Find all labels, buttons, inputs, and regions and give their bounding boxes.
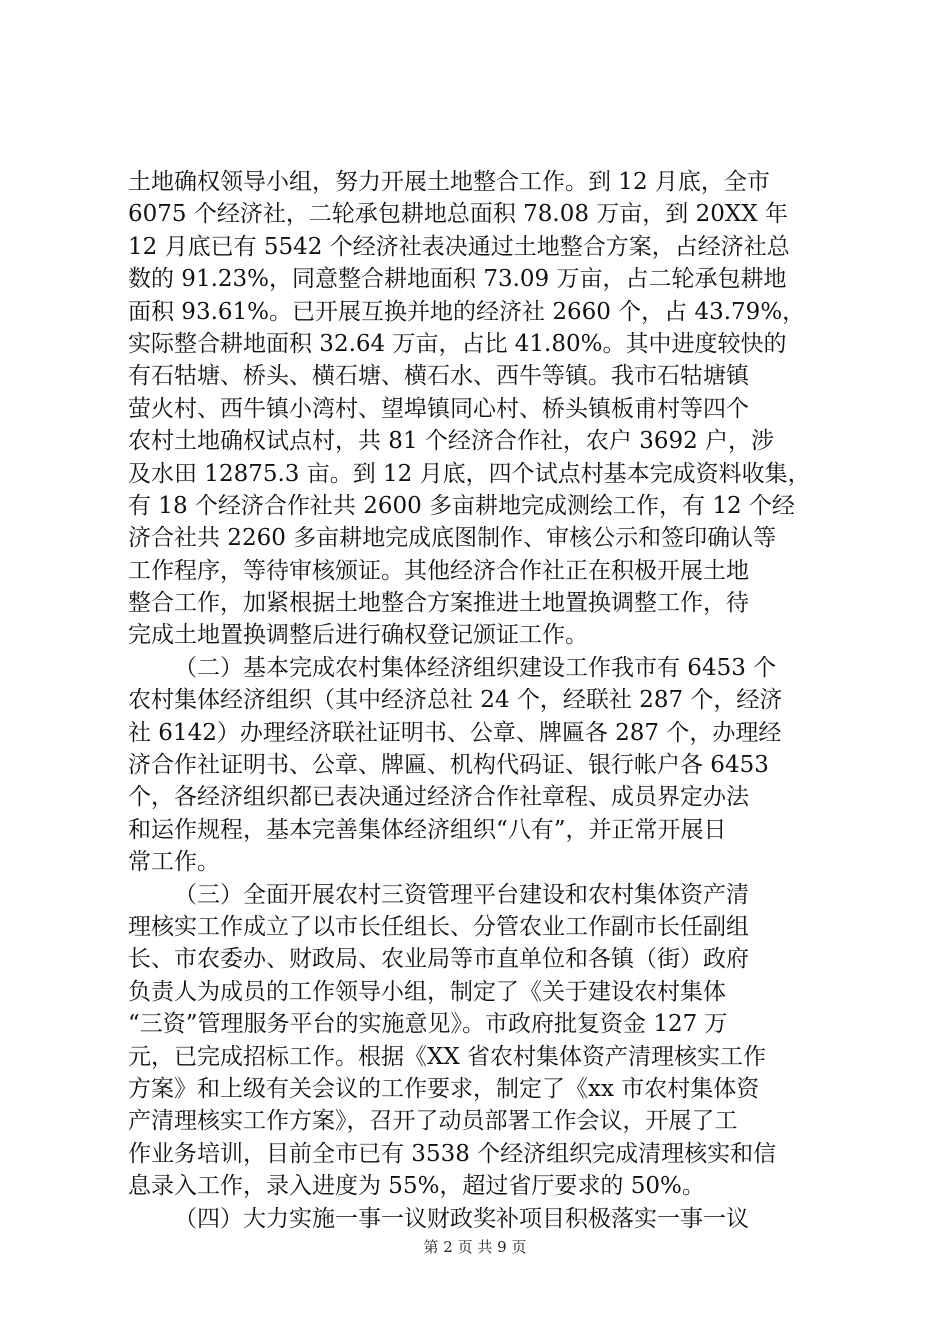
text-line: 长、市农委办、财政局、农业局等市直单位和各镇（街）政府 bbox=[128, 946, 749, 973]
text-line: 12 月底已有 5542 个经济社表决通过土地整合方案，占经济社总 bbox=[128, 233, 790, 260]
text-line: 元，已完成招标工作。根据《XX 省农村集体资产清理核实工作 bbox=[128, 1043, 767, 1070]
text-line: （四）大力实施一事一议财政奖补项目积极落实一事一议 bbox=[174, 1205, 749, 1232]
text-line: 负责人为成员的工作领导小组，制定了《关于建设农村集体 bbox=[128, 978, 726, 1005]
text-line: 土地确权领导小组，努力开展土地整合工作。到 12 月底，全市 bbox=[128, 169, 770, 195]
text-line: 整合工作，加紧根据土地整合方案推进土地置换调整工作，待 bbox=[128, 590, 749, 617]
text-line: 和运作规程，基本完善集体经济组织“八有”，并正常开展日 bbox=[128, 816, 727, 843]
text-line: 及水田 12875.3 亩。到 12 月底，四个试点村基本完成资料收集， bbox=[128, 460, 811, 487]
text-line: 面积 93.61%。已开展互换并地的经济社 2660 个，占 43.79%， bbox=[128, 298, 806, 325]
text-line: 农村集体经济组织（其中经济总社 24 个，经联社 287 个，经济 bbox=[128, 687, 783, 714]
text-line: 有石牯塘、桥头、横石塘、横石水、西牛等镇。我市石牯塘镇 bbox=[128, 363, 749, 390]
text-line: 数的 91.23%，同意整合耕地面积 73.09 万亩，占二轮承包耕地 bbox=[128, 266, 787, 293]
text-line: 常工作。 bbox=[128, 849, 220, 876]
text-line: 理核实工作成立了以市长任组长、分管农业工作副市长任副组 bbox=[128, 913, 749, 940]
text-line: 产清理核实工作方案》，召开了动员部署工作会议，开展了工 bbox=[128, 1108, 738, 1135]
text-line: 萤火村、西牛镇小湾村、望埠镇同心村、桥头镇板甫村等四个 bbox=[128, 395, 749, 422]
text-line: 6075 个经济社，二轮承包耕地总面积 78.08 万亩，到 20XX 年 bbox=[128, 201, 788, 228]
text-line: 方案》和上级有关会议的工作要求，制定了《xx 市农村集体资 bbox=[128, 1075, 760, 1102]
text-line: 完成土地置换调整后进行确权登记颁证工作。 bbox=[128, 622, 588, 649]
page-number-footer: 第 2 页 共 9 页 bbox=[423, 1238, 527, 1256]
text-line: （三）全面开展农村三资管理平台建设和农村集体资产清 bbox=[174, 881, 749, 908]
text-line: 实际整合耕地面积 32.64 万亩，占比 41.80%。其中进度较快的 bbox=[128, 330, 787, 357]
text-line: 工作程序，等待审核颁证。其他经济合作社正在积极开展土地 bbox=[128, 557, 749, 584]
text-line: 济合社共 2260 多亩耕地完成底图制作、审核公示和签印确认等 bbox=[128, 525, 777, 552]
text-line: 个，各经济组织都已表决通过经济合作社章程、成员界定办法 bbox=[128, 784, 749, 811]
body-text bbox=[128, 166, 868, 1235]
text-line: 社 6142）办理经济联社证明书、公章、牌匾各 287 个，办理经 bbox=[128, 719, 782, 746]
text-line: 农村土地确权试点村，共 81 个经济合作社，农户 3692 户，涉 bbox=[128, 428, 775, 455]
text-line: 息录入工作，录入进度为 55%，超过省厅要求的 50%。 bbox=[128, 1173, 705, 1200]
text-line: 有 18 个经济合作社共 2600 多亩耕地完成测绘工作，有 12 个经 bbox=[128, 492, 795, 519]
text-line: 济合作社证明书、公章、牌匾、机构代码证、银行帐户各 6453 bbox=[128, 752, 769, 779]
text-line: 作业务培训，目前全市已有 3538 个经济组织完成清理核实和信 bbox=[128, 1140, 777, 1167]
text-line: “三资”管理服务平台的实施意见》。市政府批复资金 127 万 bbox=[128, 1011, 728, 1038]
text-line: （二）基本完成农村集体经济组织建设工作我市有 6453 个 bbox=[174, 654, 777, 681]
